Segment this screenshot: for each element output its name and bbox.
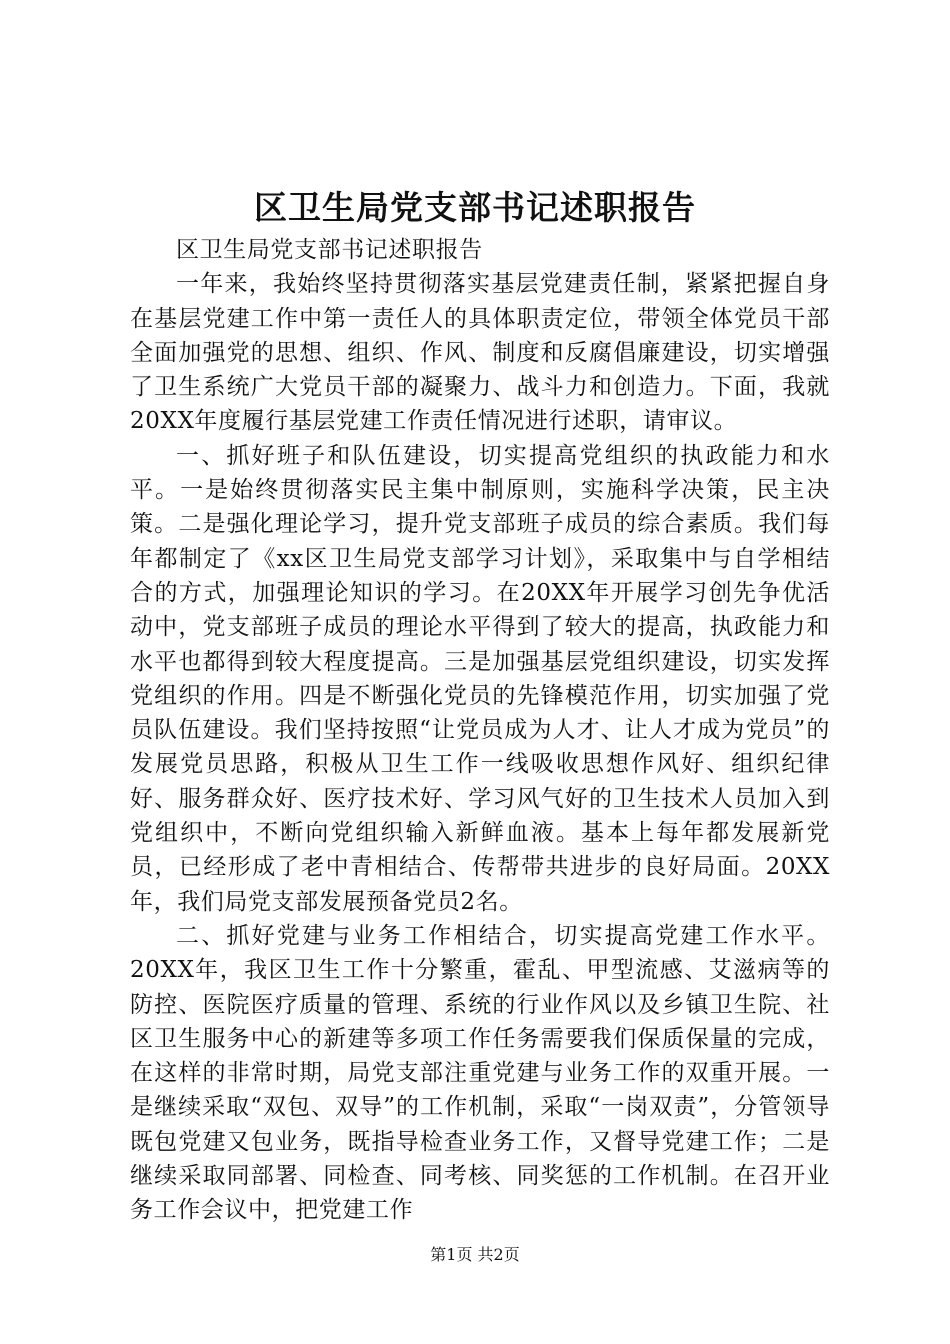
paragraph-section-1: 一、抓好班子和队伍建设，切实提高党组织的执政能力和水平。一是始终贯彻落实民主集中制原则，实施科学决策，民主决策。二是强化理论学习，提升党支部班子成员的综合素质。我们每年都制定了《xx区卫生局党支部学习计划》，采取集中与自学相结合的方式，加强理论知识的学习。在20XX年开展学习创先争优活动中，党支部班子成员的理论水平得到了较大的提高，执政能力和水平也都得到较大程度提高。三是加强基层党组织建设，切实发挥党组织的作用。四是不断强化党员的先锋模范作用，切实加强了党员队伍建设。我们坚持按照“让党员成为人才、让人才成为党员”的发展党员思路，积极从卫生工作一线吸收思想作风好、组织纪律好、服务群众好、医疗技术好、学习风气好的卫生技术人员加入到党组织中，不断向党组织输入新鲜血液。基本上每年都发展新党员，已经形成了老中青相结合、传帮带共进步的良好局面。20XX年，我们局党支部发展预备党员2名。 [130,442,830,915]
paragraph-intro: 一年来，我始终坚持贯彻落实基层党建责任制，紧紧把握自身在基层党建工作中第一责任人的具体职责定位，带领全体党员干部全面加强党的思想、组织、作风、制度和反腐倡廉建设，切实增强了卫生系统广大党员干部的凝聚力、战斗力和创造力。下面，我就20XX年度履行基层党建工作责任情况进行述职，请审议。 [130,271,830,435]
paragraph-section-2: 二、抓好党建与业务工作相结合，切实提高党建工作水平。20XX年，我区卫生工作十分繁重，霍乱、甲型流感、艾滋病等的防控、医院医疗质量的管理、系统的行业作风以及乡镇卫生院、社区卫生服务中心的新建等多项工作任务需要我们保质保量的完成，在这样的非常时期，局党支部注重党建与业务工作的双重开展。一是继续采取“双包、双导”的工作机制，采取“一岗双责”，分管领导既包党建又包业务，既指导检查业务工作，又督导党建工作；二是继续采取同部署、同检查、同考核、同奖惩的工作机制。在召开业务工作会议中，把党建工作 [130,922,830,1224]
page-number-footer: 第1页 共2页 [430,1245,520,1264]
document-body [130,233,830,1228]
paragraph-heading: 区卫生局党支部书记述职报告 [176,237,483,263]
document-title: 区卫生局党支部书记述职报告 [254,188,696,227]
